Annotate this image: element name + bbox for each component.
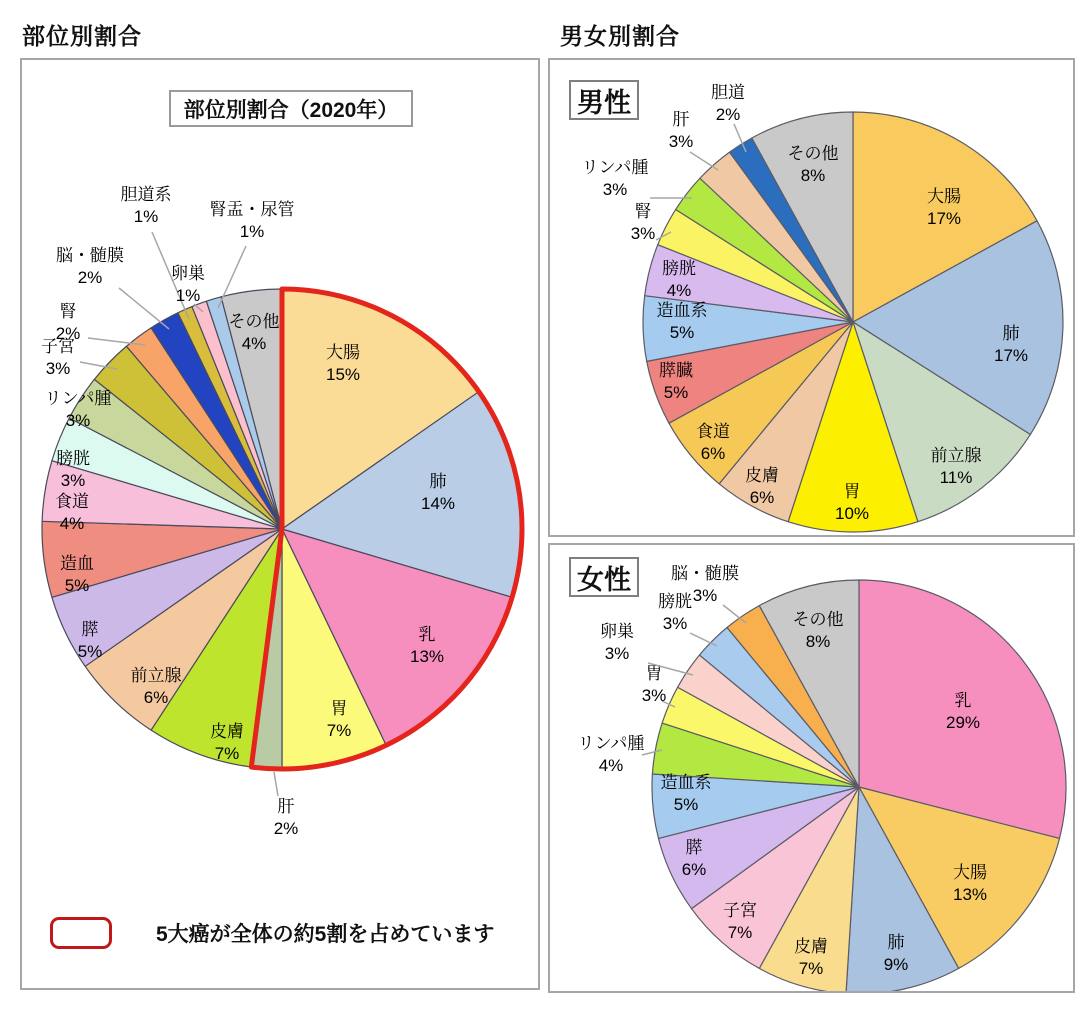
pie-label-膀胱: 膀胱 3%	[658, 592, 692, 633]
pie-label-子宮: 子宮 3%	[41, 337, 75, 378]
pie-label-胃: 胃 10%	[834, 482, 870, 523]
pie-label-食道: 食道 6%	[696, 422, 730, 463]
pie-label-脳・髄膜: 脳・髄膜 2%	[56, 246, 124, 287]
pie-label-膵臓: 膵臓 5%	[659, 361, 693, 402]
pie-label-子宮: 子宮 7%	[723, 901, 757, 942]
pie-label-卵巣: 卵巣 3%	[600, 622, 634, 663]
pie-label-腎: 腎 3%	[630, 202, 656, 243]
pie-label-皮膚: 皮膚 6%	[745, 466, 779, 507]
pie-label-大腸: 大腸 15%	[325, 343, 361, 384]
pie-label-肺: 肺 14%	[420, 472, 456, 513]
female-chart-panel	[548, 543, 1075, 993]
pie-label-乳: 乳 29%	[945, 691, 981, 732]
right-section-title: 男女別割合	[560, 23, 680, 49]
pie-label-皮膚: 皮膚 7%	[210, 722, 244, 763]
pie-label-リンパ腫: リンパ腫 4%	[577, 734, 645, 775]
pie-label-食道: 食道 4%	[55, 492, 89, 533]
male-pie-chart	[550, 60, 1073, 535]
pie-label-前立腺: 前立腺 6%	[130, 666, 182, 707]
pie-label-その他: その他 4%	[228, 312, 280, 353]
pie-label-胆道系: 胆道系 1%	[120, 185, 172, 226]
female-badge: 女性	[569, 557, 639, 597]
pie-label-胃: 胃 7%	[326, 699, 352, 740]
pie-label-大腸: 大腸 13%	[952, 863, 988, 904]
pie-label-リンパ腫: リンパ腫 3%	[44, 389, 112, 430]
leader-line-脳・髄膜	[119, 288, 169, 329]
pie-label-肝: 肝 2%	[273, 797, 299, 838]
pie-label-肺: 肺 17%	[993, 324, 1029, 365]
female-pie-chart	[550, 545, 1073, 991]
pie-label-肝: 肝 3%	[668, 110, 694, 151]
pie-label-造血: 造血 5%	[60, 554, 94, 595]
pie-label-乳: 乳 13%	[409, 625, 445, 666]
leader-line-肝	[274, 772, 278, 796]
highlight-legend-swatch	[50, 917, 112, 949]
overall-pie-chart	[22, 60, 538, 988]
left-section-title: 部位別割合	[22, 23, 142, 49]
pie-label-肺: 肺 9%	[883, 933, 909, 974]
pie-label-膵: 膵 5%	[77, 620, 103, 661]
pie-label-膵: 膵 6%	[681, 838, 707, 879]
overall-chart-title: 部位別割合（2020年）	[169, 90, 413, 127]
highlight-legend-text: 5大癌が全体の約5割を占めています	[156, 923, 495, 946]
pie-label-皮膚: 皮膚 7%	[794, 937, 828, 978]
pie-label-その他: その他 8%	[792, 610, 844, 651]
overall-chart-panel	[20, 58, 540, 990]
pie-label-リンパ腫: リンパ腫 3%	[581, 158, 649, 199]
pie-label-膀胱: 膀胱 4%	[662, 259, 696, 300]
pie-label-腎: 腎 2%	[55, 302, 81, 343]
pie-label-胃: 胃 3%	[641, 664, 667, 705]
pie-label-造血系: 造血系 5%	[656, 301, 708, 342]
leader-line-脳・髄膜	[723, 605, 746, 623]
male-chart-panel	[548, 58, 1075, 537]
pie-label-脳・髄膜: 脳・髄膜 3%	[671, 564, 739, 605]
pie-label-大腸: 大腸 17%	[926, 187, 962, 228]
pie-label-膀胱: 膀胱 3%	[56, 449, 90, 490]
pie-label-胆道: 胆道 2%	[711, 83, 745, 124]
pie-label-造血系: 造血系 5%	[660, 773, 712, 814]
pie-label-その他: その他 8%	[787, 144, 839, 185]
pie-label-前立腺: 前立腺 11%	[930, 446, 982, 487]
pie-label-腎盂・尿管: 腎盂・尿管 1%	[209, 200, 295, 241]
highlight-legend	[50, 916, 494, 950]
male-badge: 男性	[569, 80, 639, 120]
pie-label-卵巣: 卵巣 1%	[171, 264, 205, 305]
leader-line-肝	[690, 152, 718, 170]
